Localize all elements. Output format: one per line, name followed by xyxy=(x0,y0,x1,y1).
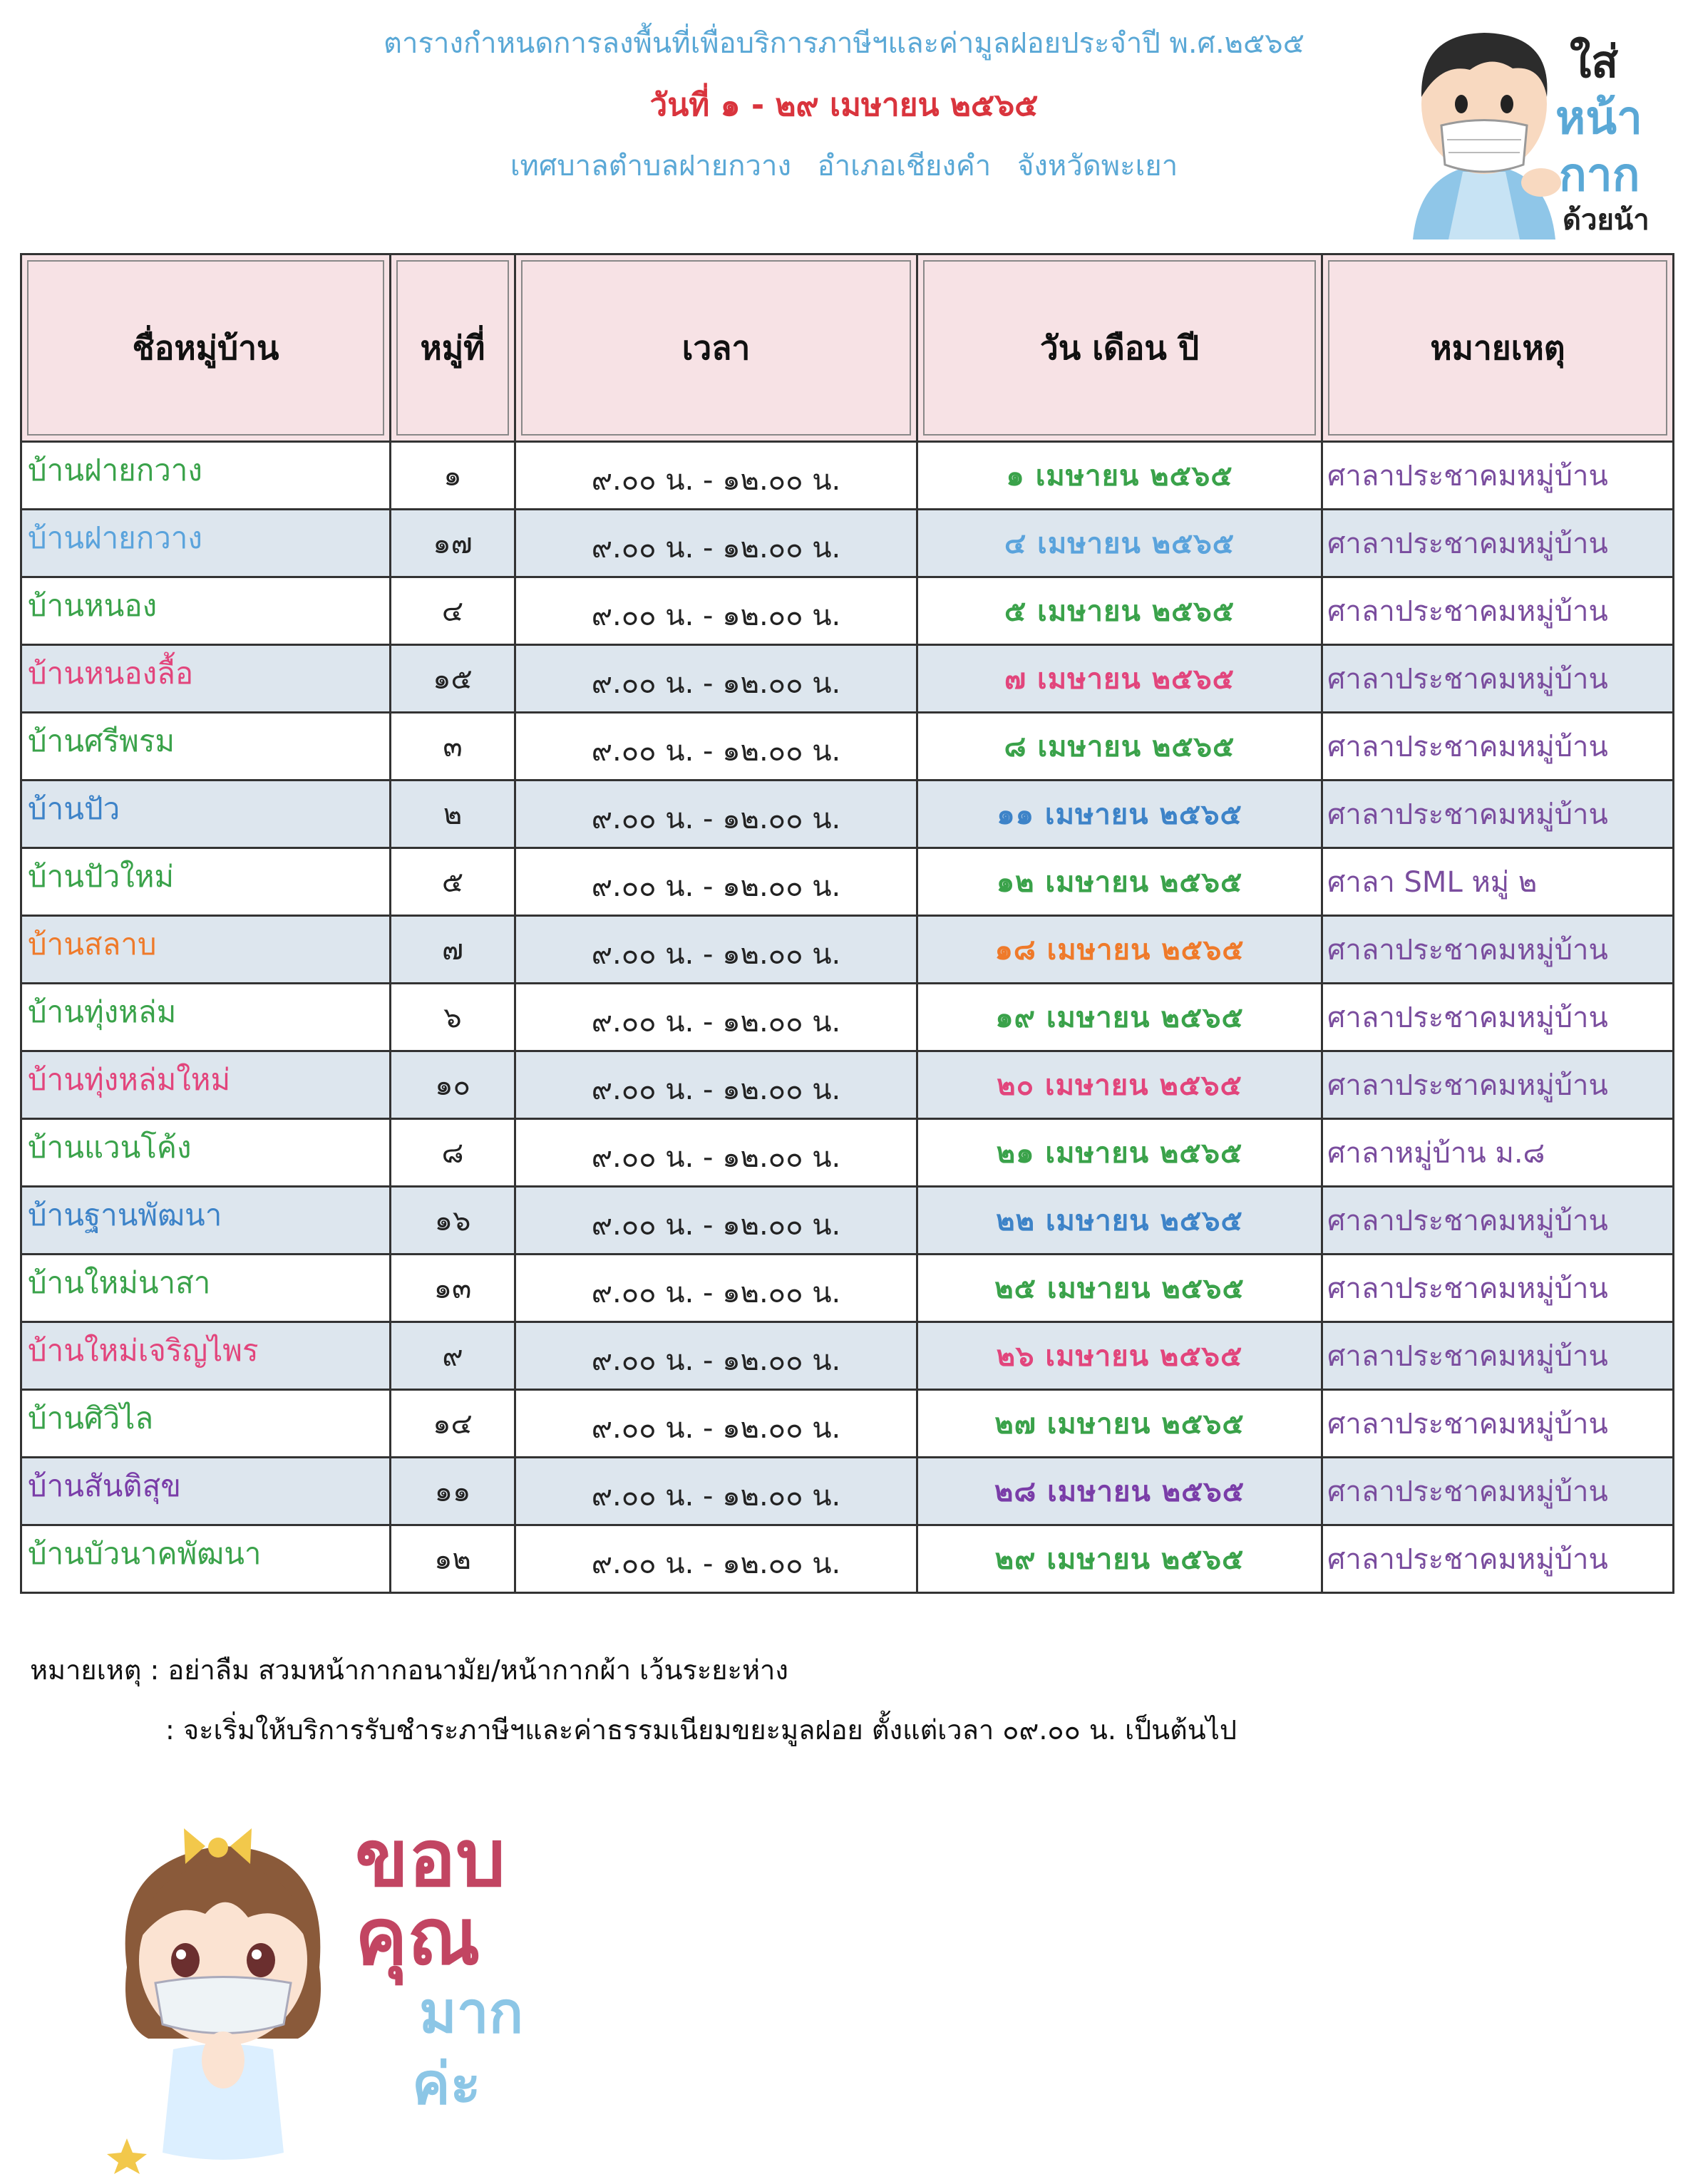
table-row xyxy=(21,848,1674,916)
village-name-cell: บ้านทุ่งหล่ม xyxy=(21,984,391,1051)
time-cell: ๙.๐๐ น. - ๑๒.๐๐ น. xyxy=(515,1458,917,1525)
moo-number-cell: ๔ xyxy=(391,577,515,645)
moo-number-cell: ๑๑ xyxy=(391,1458,515,1525)
village-name-cell: บ้านหนองลื้อ xyxy=(21,645,391,713)
village-name-cell: บ้านบัวนาคพัฒนา xyxy=(21,1525,391,1593)
village-name-cell: บ้านฝายกวาง xyxy=(21,510,391,577)
mask-boy-sticker xyxy=(1406,26,1677,239)
table-row xyxy=(21,1525,1674,1593)
table-row xyxy=(21,781,1674,848)
note-cell: ศาลาประชาคมหมู่บ้าน xyxy=(1322,1390,1674,1458)
moo-number-cell: ๗ xyxy=(391,916,515,984)
time-cell: ๙.๐๐ น. - ๑๒.๐๐ น. xyxy=(515,510,917,577)
footnote-line-1: หมายเหตุ : อย่าลืม สวมหน้ากากอนามัย/หน้ากากผ้า เว้นระยะห่าง xyxy=(30,1654,788,1686)
time-cell: ๙.๐๐ น. - ๑๒.๐๐ น. xyxy=(515,713,917,781)
village-name-cell: บ้านฐานพัฒนา xyxy=(21,1187,391,1255)
thanks-word-1: ขอบ xyxy=(355,1813,506,1904)
date-cell: ๒๙ เมษายน ๒๕๖๕ xyxy=(917,1525,1322,1593)
time-cell: ๙.๐๐ น. - ๑๒.๐๐ น. xyxy=(515,916,917,984)
table-body xyxy=(21,442,1674,1593)
village-name-cell: บ้านแวนโค้ง xyxy=(21,1119,391,1187)
column-header-village: ชื่อหมู่บ้าน xyxy=(21,254,391,442)
village-name-cell: บ้านฝายกวาง xyxy=(21,442,391,510)
date-cell: ๘ เมษายน ๒๕๖๕ xyxy=(917,713,1322,781)
date-cell: ๗ เมษายน ๒๕๖๕ xyxy=(917,645,1322,713)
table-row xyxy=(21,1119,1674,1187)
date-cell: ๒๐ เมษายน ๒๕๖๕ xyxy=(917,1051,1322,1119)
table-row xyxy=(21,645,1674,713)
thanks-word-2: คุณ xyxy=(355,1891,480,1982)
date-cell: ๑ เมษายน ๒๕๖๕ xyxy=(917,442,1322,510)
note-cell: ศาลาประชาคมหมู่บ้าน xyxy=(1322,916,1674,984)
date-cell: ๒๕ เมษายน ๒๕๖๕ xyxy=(917,1255,1322,1322)
moo-number-cell: ๑๗ xyxy=(391,510,515,577)
moo-number-cell: ๑๒ xyxy=(391,1525,515,1593)
date-cell: ๒๒ เมษายน ๒๕๖๕ xyxy=(917,1187,1322,1255)
date-cell: ๑๘ เมษายน ๒๕๖๕ xyxy=(917,916,1322,984)
note-cell: ศาลาประชาคมหมู่บ้าน xyxy=(1322,781,1674,848)
village-name-cell: บ้านสลาบ xyxy=(21,916,391,984)
note-cell: ศาลาประชาคมหมู่บ้าน xyxy=(1322,1187,1674,1255)
date-cell: ๒๑ เมษายน ๒๕๖๕ xyxy=(917,1119,1322,1187)
footnote-line-2: : จะเริ่มให้บริการรับชำระภาษีฯและค่าธรรมเนียมขยะมูลฝอย ตั้งแต่เวลา ๐๙.๐๐ น. เป็นต้นไป xyxy=(165,1714,1237,1746)
moo-number-cell: ๑ xyxy=(391,442,515,510)
moo-number-cell: ๓ xyxy=(391,713,515,781)
note-cell: ศาลา SML หมู่ ๒ xyxy=(1322,848,1674,916)
time-cell: ๙.๐๐ น. - ๑๒.๐๐ น. xyxy=(515,1322,917,1390)
date-cell: ๑๑ เมษายน ๒๕๖๕ xyxy=(917,781,1322,848)
time-cell: ๙.๐๐ น. - ๑๒.๐๐ น. xyxy=(515,1119,917,1187)
note-cell: ศาลาประชาคมหมู่บ้าน xyxy=(1322,1322,1674,1390)
note-cell: ศาลาประชาคมหมู่บ้าน xyxy=(1322,1458,1674,1525)
time-cell: ๙.๐๐ น. - ๑๒.๐๐ น. xyxy=(515,1255,917,1322)
village-name-cell: บ้านปัวใหม่ xyxy=(21,848,391,916)
date-cell: ๔ เมษายน ๒๕๖๕ xyxy=(917,510,1322,577)
table-row xyxy=(21,1390,1674,1458)
thanks-word-4: ค่ะ xyxy=(412,2051,481,2117)
village-name-cell: บ้านศรีพรม xyxy=(21,713,391,781)
date-range: วันที่ ๑ - ๒๙ เมษายน ๒๕๖๕ xyxy=(649,87,1039,123)
date-cell: ๑๒ เมษายน ๒๕๖๕ xyxy=(917,848,1322,916)
time-cell: ๙.๐๐ น. - ๑๒.๐๐ น. xyxy=(515,1525,917,1593)
moo-number-cell: ๑๔ xyxy=(391,1390,515,1458)
page-title: ตารางกำหนดการลงพื้นที่เพื่อบริการภาษีฯและค่ามูลฝอยประจำปี พ.ศ.๒๕๖๕ xyxy=(384,27,1304,60)
thank-you-girl-sticker xyxy=(106,1796,576,2174)
note-cell: ศาลาประชาคมหมู่บ้าน xyxy=(1322,510,1674,577)
table-row xyxy=(21,1255,1674,1322)
village-name-cell: บ้านหนอง xyxy=(21,577,391,645)
note-cell: ศาลาประชาคมหมู่บ้าน xyxy=(1322,577,1674,645)
time-cell: ๙.๐๐ น. - ๑๒.๐๐ น. xyxy=(515,1187,917,1255)
sticker-word-1: ใส่ xyxy=(1570,36,1619,88)
table-row xyxy=(21,984,1674,1051)
time-cell: ๙.๐๐ น. - ๑๒.๐๐ น. xyxy=(515,1390,917,1458)
date-cell: ๕ เมษายน ๒๕๖๕ xyxy=(917,577,1322,645)
time-cell: ๙.๐๐ น. - ๑๒.๐๐ น. xyxy=(515,442,917,510)
table-row xyxy=(21,713,1674,781)
table-row xyxy=(21,510,1674,577)
village-name-cell: บ้านทุ่งหล่มใหม่ xyxy=(21,1051,391,1119)
moo-number-cell: ๕ xyxy=(391,848,515,916)
time-cell: ๙.๐๐ น. - ๑๒.๐๐ น. xyxy=(515,984,917,1051)
sticker-word-3: กาก xyxy=(1559,149,1640,202)
moo-number-cell: ๒ xyxy=(391,781,515,848)
sticker-word-2: หน้า xyxy=(1555,92,1642,145)
column-header-time: เวลา xyxy=(515,254,917,442)
moo-number-cell: ๙ xyxy=(391,1322,515,1390)
note-cell: ศาลาหมู่บ้าน ม.๘ xyxy=(1322,1119,1674,1187)
thanks-word-3: มาก xyxy=(419,1979,524,2046)
note-cell: ศาลาประชาคมหมู่บ้าน xyxy=(1322,713,1674,781)
time-cell: ๙.๐๐ น. - ๑๒.๐๐ น. xyxy=(515,781,917,848)
table-row xyxy=(21,577,1674,645)
date-cell: ๒๘ เมษายน ๒๕๖๕ xyxy=(917,1458,1322,1525)
moo-number-cell: ๑๐ xyxy=(391,1051,515,1119)
schedule-table xyxy=(20,253,1674,1594)
village-name-cell: บ้านใหม่เจริญไพร xyxy=(21,1322,391,1390)
table-row xyxy=(21,1458,1674,1525)
table-row xyxy=(21,442,1674,510)
time-cell: ๙.๐๐ น. - ๑๒.๐๐ น. xyxy=(515,848,917,916)
girl-illustration xyxy=(106,1796,341,2174)
time-cell: ๙.๐๐ น. - ๑๒.๐๐ น. xyxy=(515,577,917,645)
moo-number-cell: ๑๓ xyxy=(391,1255,515,1322)
village-name-cell: บ้านศิวิไล xyxy=(21,1390,391,1458)
date-cell: ๑๙ เมษายน ๒๕๖๕ xyxy=(917,984,1322,1051)
note-cell: ศาลาประชาคมหมู่บ้าน xyxy=(1322,984,1674,1051)
date-cell: ๒๖ เมษายน ๒๕๖๕ xyxy=(917,1322,1322,1390)
note-cell: ศาลาประชาคมหมู่บ้าน xyxy=(1322,645,1674,713)
note-cell: ศาลาประชาคมหมู่บ้าน xyxy=(1322,1051,1674,1119)
boy-illustration xyxy=(1406,26,1563,239)
village-name-cell: บ้านใหม่นาสา xyxy=(21,1255,391,1322)
sticker-word-4: ด้วยน้า xyxy=(1563,204,1650,237)
table-row xyxy=(21,1322,1674,1390)
table-row xyxy=(21,1187,1674,1255)
date-cell: ๒๗ เมษายน ๒๕๖๕ xyxy=(917,1390,1322,1458)
note-cell: ศาลาประชาคมหมู่บ้าน xyxy=(1322,442,1674,510)
village-name-cell: บ้านปัว xyxy=(21,781,391,848)
note-cell: ศาลาประชาคมหมู่บ้าน xyxy=(1322,1255,1674,1322)
moo-number-cell: ๖ xyxy=(391,984,515,1051)
village-name-cell: บ้านสันติสุข xyxy=(21,1458,391,1525)
organization-line: เทศบาลตำบลฝายกวาง อำเภอเชียงคำ จังหวัดพะเยา xyxy=(510,150,1178,182)
table-header-row xyxy=(21,254,1674,442)
moo-number-cell: ๑๕ xyxy=(391,645,515,713)
table-row xyxy=(21,916,1674,984)
moo-number-cell: ๑๖ xyxy=(391,1187,515,1255)
table-row xyxy=(21,1051,1674,1119)
time-cell: ๙.๐๐ น. - ๑๒.๐๐ น. xyxy=(515,645,917,713)
time-cell: ๙.๐๐ น. - ๑๒.๐๐ น. xyxy=(515,1051,917,1119)
note-cell: ศาลาประชาคมหมู่บ้าน xyxy=(1322,1525,1674,1593)
moo-number-cell: ๘ xyxy=(391,1119,515,1187)
column-header-note: หมายเหตุ xyxy=(1322,254,1674,442)
column-header-moo: หมู่ที่ xyxy=(391,254,515,442)
column-header-date: วัน เดือน ปี xyxy=(917,254,1322,442)
